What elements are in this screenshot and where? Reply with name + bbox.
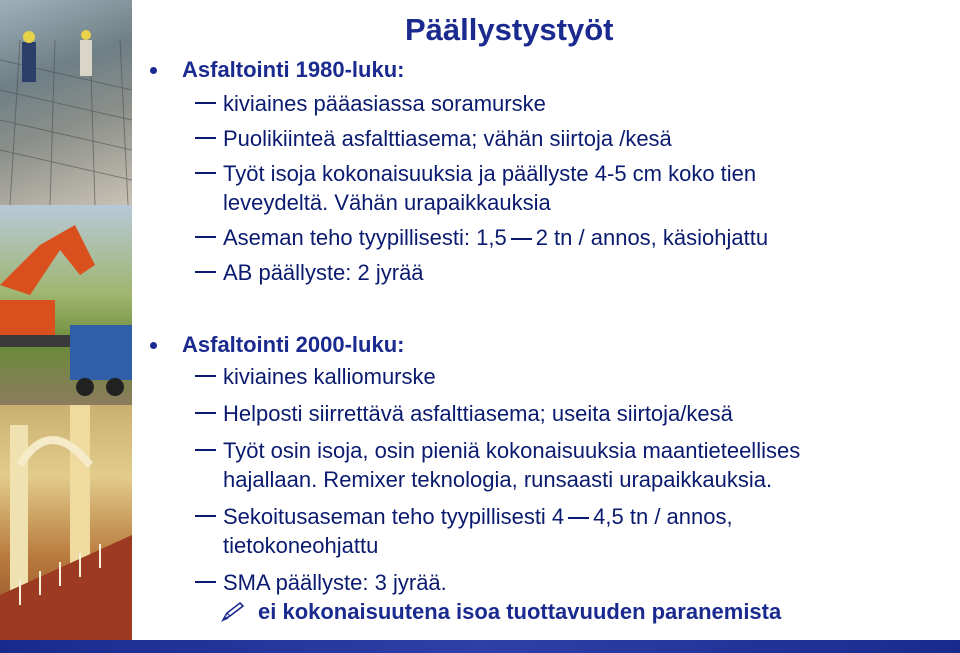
list-item	[150, 124, 950, 153]
dash-icon	[195, 375, 216, 377]
list-item	[150, 362, 950, 391]
dash-icon	[195, 412, 216, 414]
list-item-text: Työt osin isoja, osin pieniä kokonaisuuksia maantieteellises	[223, 438, 801, 463]
list-item-text: Sekoitusaseman teho tyypillisesti 4	[223, 504, 565, 529]
conclusion-text: ei kokonaisuutena isoa tuottavuuden paranemista	[258, 599, 782, 624]
list-item-text: 4,5 tn / annos,	[593, 504, 733, 529]
dash-icon	[195, 449, 216, 451]
list-item-text: 2 tn / annos, käsiohjattu	[535, 225, 769, 250]
conclusion-item	[150, 597, 950, 626]
list-item	[150, 223, 950, 252]
bullet-icon	[150, 342, 157, 349]
section-heading-text: Asfaltointi 1980-luku:	[182, 57, 405, 82]
list-item-text: SMA päällyste: 3 jyrää.	[223, 570, 447, 595]
excavator-photo	[0, 205, 132, 405]
list-item-text: hajallaan. Remixer teknologia, runsaasti urapaikkauksia.	[223, 467, 773, 492]
construction-workers-photo	[0, 0, 132, 205]
list-item-text: Aseman teho tyypillisesti: 1,5	[223, 225, 507, 250]
list-item-text: tietokoneohjattu	[223, 533, 379, 558]
section-heading-2000	[150, 328, 950, 362]
dash-icon	[195, 581, 216, 583]
list-item	[150, 436, 950, 494]
section-heading-text: Asfaltointi 2000-luku:	[182, 332, 405, 357]
photo-strip	[0, 0, 132, 640]
list-item	[150, 159, 950, 217]
list-item-text: leveydeltä. Vähän urapaikkauksia	[223, 190, 551, 215]
list-item	[150, 502, 950, 560]
bullet-icon	[150, 67, 157, 74]
dash-icon	[195, 137, 216, 139]
list-item	[150, 258, 950, 287]
slide-content	[150, 53, 950, 626]
footer-bar	[0, 640, 960, 653]
list-item-text: kiviaines pääasiassa soramurske	[223, 91, 546, 116]
dash-icon	[195, 236, 216, 238]
list-item-text: kiviaines kalliomurske	[223, 364, 436, 389]
section-heading-1980	[150, 53, 950, 87]
dash-icon	[511, 238, 532, 240]
list-item	[150, 568, 950, 597]
list-item	[150, 399, 950, 428]
list-item-text: Helposti siirrettävä asfalttiasema; useita siirtoja/kesä	[223, 401, 733, 426]
dash-icon	[195, 102, 216, 104]
list-item-text: Puolikiinteä asfalttiasema; vähän siirtoja /kesä	[223, 126, 672, 151]
pencil-icon	[220, 601, 246, 623]
dash-icon	[195, 515, 216, 517]
dash-icon	[195, 271, 216, 273]
list-item	[150, 89, 950, 118]
list-item-text: AB päällyste: 2 jyrää	[223, 260, 424, 285]
page-title: Päällystystyöt	[405, 12, 614, 47]
interior-stairway-photo	[0, 405, 132, 640]
list-item-text: Työt isoja kokonaisuuksia ja päällyste 4-5 cm koko tien	[223, 161, 757, 186]
dash-icon	[195, 172, 216, 174]
dash-icon	[568, 517, 589, 519]
